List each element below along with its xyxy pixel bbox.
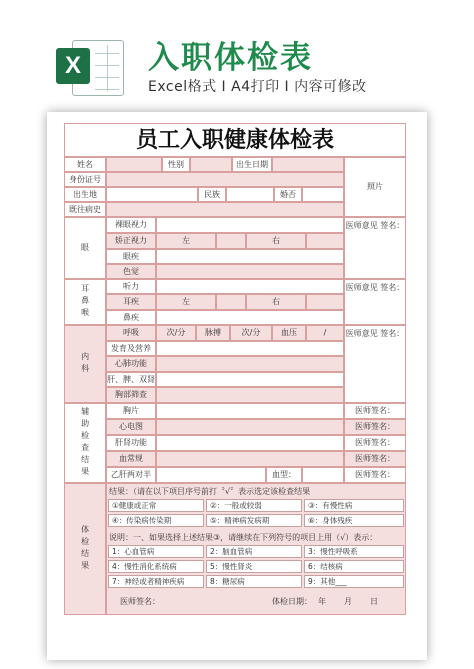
label-blood: 血常规 (106, 451, 156, 467)
field-hepatitis[interactable] (156, 467, 266, 483)
xray-doctor-sign[interactable]: 医师签名： (344, 403, 406, 419)
label-naked-vision: 裸眼视力 (106, 217, 156, 233)
unit-breath[interactable]: 次/分 (156, 325, 196, 341)
disease-option-8[interactable]: 8：糖尿病 (206, 575, 302, 588)
section-aux: 辅助检查结果 (64, 403, 106, 483)
field-chest[interactable] (156, 387, 344, 403)
disease-option-3[interactable]: 3：慢性呼吸系 (304, 545, 404, 558)
label-left-eye: 左 (156, 233, 216, 249)
label-left-ear: 左 (156, 294, 216, 310)
label-ecg: 心电图 (106, 419, 156, 435)
health-check-form (64, 123, 406, 615)
label-history: 既往病史 (64, 202, 106, 217)
exam-date-label[interactable]: 体检日期： (272, 597, 312, 606)
label-development: 发育及营养 (106, 341, 156, 356)
result-option-3[interactable]: ③：有慢性病 (304, 499, 404, 512)
photo-box[interactable]: 照片 (344, 157, 406, 217)
label-blood-type: 血型： (266, 467, 302, 483)
result-doctor-sign[interactable]: 医师签名： (120, 597, 160, 606)
label-xray: 胸片 (106, 403, 156, 419)
field-birthplace[interactable] (106, 187, 198, 202)
field-birth-date[interactable] (272, 157, 344, 172)
banner-title: 入职体检表 (148, 40, 313, 76)
field-blood-type[interactable] (302, 467, 344, 483)
label-breath: 呼吸 (106, 325, 156, 341)
unit-pulse[interactable]: 次/分 (230, 325, 272, 341)
disease-option-4[interactable]: 4：慢性消化系统病 (108, 560, 204, 573)
exam-date-day: 日 (370, 597, 378, 606)
result-option-4[interactable]: ④：传染病传染期 (108, 514, 204, 527)
label-heart-lung: 心肺功能 (106, 356, 156, 372)
result-instruction: 结果：（请在以下项目序号前打〝√〞表示选定该检查结果 (109, 487, 311, 496)
label-color-vision: 色觉 (106, 264, 156, 279)
field-ethnicity[interactable] (226, 187, 274, 202)
disease-option-6[interactable]: 6：结核病 (304, 560, 404, 573)
disease-option-2[interactable]: 2：脑血管病 (206, 545, 302, 558)
eye-doctor-opinion[interactable]: 医师意见 签名： (344, 217, 406, 279)
label-bp: 血压 (272, 325, 306, 341)
field-heart-lung[interactable] (156, 356, 344, 372)
field-right-ear[interactable] (306, 294, 344, 310)
label-birthplace: 出生地 (64, 187, 106, 202)
label-eye-disease: 眼疾 (106, 249, 156, 264)
label-right-eye: 右 (246, 233, 306, 249)
label-liver: 肝肾功能 (106, 435, 156, 451)
result-option-5[interactable]: ⑤：精神病发病期 (206, 514, 302, 527)
disease-option-5[interactable]: 5：慢性肾炎 (206, 560, 302, 573)
field-xray[interactable] (156, 403, 344, 419)
exam-date-year: 年 (318, 597, 326, 606)
label-pulse: 脉搏 (196, 325, 230, 341)
label-right-ear: 右 (246, 294, 306, 310)
field-left-eye[interactable] (216, 233, 246, 249)
internal-doctor-opinion[interactable]: 医师意见 签名： (344, 325, 406, 403)
result-option-1[interactable]: ①健康或正常 (108, 499, 204, 512)
hepatitis-doctor-sign[interactable]: 医师签名： (344, 467, 406, 483)
label-name: 姓名 (64, 157, 106, 172)
label-corrected-vision: 矫正视力 (106, 233, 156, 249)
field-ecg[interactable] (156, 419, 344, 435)
form-title: 员工入职健康体检表 (64, 123, 406, 157)
result-option-2[interactable]: ②：一般或较弱 (206, 499, 302, 512)
field-naked-vision[interactable] (156, 217, 344, 233)
liver-doctor-sign[interactable]: 医师签名： (344, 435, 406, 451)
label-organs: 肝、脾、双肾 (106, 372, 156, 387)
label-birth-date: 出生日期 (232, 157, 272, 172)
result-note: 说明：一、如果选择上述结果③，请继续在下列符号的项目上用（√）表示： (109, 533, 378, 542)
label-hearing: 听力 (106, 279, 156, 294)
disease-option-7[interactable]: 7：神经或者精神疾病 (108, 575, 204, 588)
label-chest: 胸部筛查 (106, 387, 156, 403)
ent-doctor-opinion[interactable]: 医师意见 签名： (344, 279, 406, 325)
blood-doctor-sign[interactable]: 医师签名： (344, 451, 406, 467)
field-blood[interactable] (156, 451, 344, 467)
field-eye-disease[interactable] (156, 249, 344, 264)
field-liver[interactable] (156, 435, 344, 451)
label-marital: 婚否 (274, 187, 302, 202)
field-right-eye[interactable] (306, 233, 344, 249)
section-ent: 耳鼻喉 (64, 279, 106, 325)
field-left-ear[interactable] (216, 294, 246, 310)
label-gender: 性别 (162, 157, 190, 172)
section-result: 体检结果 (64, 483, 106, 615)
label-id-number: 身份证号 (64, 172, 106, 187)
exam-date-month: 月 (344, 597, 352, 606)
field-id-number[interactable] (106, 172, 344, 187)
field-name[interactable] (106, 157, 162, 172)
excel-logo (56, 38, 124, 96)
field-color-vision[interactable] (156, 264, 344, 279)
label-ear-disease: 耳疾 (106, 294, 156, 310)
field-history[interactable] (106, 202, 344, 217)
field-marital[interactable] (302, 187, 344, 202)
field-gender[interactable] (190, 157, 232, 172)
section-eye: 眼 (64, 217, 106, 279)
field-bp[interactable]: / (306, 325, 344, 341)
field-nose-disease[interactable] (156, 310, 344, 325)
label-hepatitis: 乙肝两对半 (106, 467, 156, 483)
disease-option-1[interactable]: 1：心血管病 (108, 545, 204, 558)
field-hearing[interactable] (156, 279, 344, 294)
label-ethnicity: 民族 (198, 187, 226, 202)
field-development[interactable] (156, 341, 344, 356)
label-nose-disease: 鼻疾 (106, 310, 156, 325)
excel-x-icon: X (56, 48, 90, 84)
banner-subtitle: Excel格式 Ⅰ A4打印 Ⅰ 内容可修改 (148, 79, 367, 95)
result-option-6[interactable]: ⑥：身体残疾 (304, 514, 404, 527)
disease-option-9[interactable]: 9：其他___ (304, 575, 404, 588)
field-organs[interactable] (156, 372, 344, 387)
section-internal: 内科 (64, 325, 106, 403)
ecg-doctor-sign[interactable]: 医师签名： (344, 419, 406, 435)
